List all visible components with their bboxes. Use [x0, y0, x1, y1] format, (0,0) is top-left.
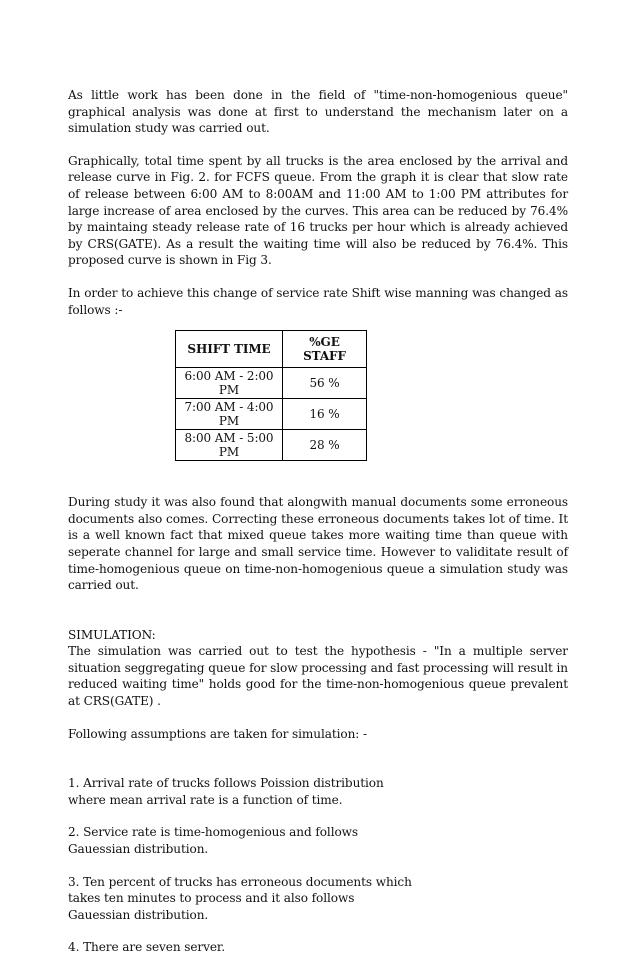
- shift-staff-table: [175, 330, 367, 461]
- table-row: [176, 430, 367, 461]
- shift-time-header: SHIFT TIME: [176, 331, 283, 368]
- erroneous-documents-paragraph: During study it was also found that alongwith manual documents some erroneous documents also comes. Correcting these erroneous documents takes lot of time. It is a well known fact that mixed queue takes more waiting time than queue with seperate channel for large and small service time. However to validitate result of time-homogenious queue on time-non-homogenious queue a simulation study was carried out.: [68, 495, 568, 593]
- list-item: 4. There are seven server.: [68, 940, 225, 955]
- shift-time-cell: 7:00 AM - 4:00 PM: [176, 399, 283, 430]
- list-item: 2. Service rate is time-homogenious and follows Gauessian distribution.: [68, 825, 359, 857]
- staff-percent-cell: 56 %: [283, 368, 367, 399]
- table-header-row: [176, 331, 367, 368]
- table-row: [176, 368, 367, 399]
- shift-time-cell: 8:00 AM - 5:00 PM: [176, 430, 283, 461]
- staff-percent-cell: 16 %: [283, 399, 367, 430]
- table-row: [176, 399, 367, 430]
- list-item: 3. Ten percent of trucks has erroneous documents which takes ten minutes to process and it also follows Gauessian distribution.: [68, 874, 412, 922]
- shift-time-cell: 6:00 AM - 2:00 PM: [176, 368, 283, 399]
- shift-manning-paragraph: In order to achieve this change of service rate Shift wise manning was changed as follows :-: [68, 285, 568, 317]
- simulation-paragraph: The simulation was carried out to test the hypothesis - "In a multiple server situation seggregating queue for slow processing and fast processing will result in reduced waiting time" holds good for the time-non-homogenious queue prevalent at CRS(GATE) .: [68, 644, 568, 709]
- graphical-analysis-paragraph: Graphically, total time spent by all trucks is the area enclosed by the arrival and release curve in Fig. 2. for FCFS queue. From the graph it is clear that slow rate of release between 6:00 AM to 8:00AM and 11:00 AM to 1:00 PM attributes for large increase of area enclosed by the curves. This area can be reduced by 76.4% by maintaing steady release rate of 16 trucks per hour which is already achieved by CRS(GATE). As a result the waiting time will also be reduced by 76.4%. This proposed curve is shown in Fig 3.: [68, 153, 568, 268]
- simulation-heading: SIMULATION:: [68, 627, 156, 642]
- list-item: 1. Arrival rate of trucks follows Poission distribution where mean arrival rate is a function of time.: [68, 776, 384, 807]
- intro-paragraph: As little work has been done in the field of "time-non-homogenious queue" graphical analysis was done at first to understand the mechanism later on a simulation study was carried out.: [68, 88, 568, 136]
- assumptions-list: [68, 775, 568, 956]
- staff-percent-cell: 28 %: [283, 430, 367, 461]
- assumptions-intro: Following assumptions are taken for simulation: -: [68, 726, 367, 741]
- staff-percent-header: %GE STAFF: [283, 331, 367, 368]
